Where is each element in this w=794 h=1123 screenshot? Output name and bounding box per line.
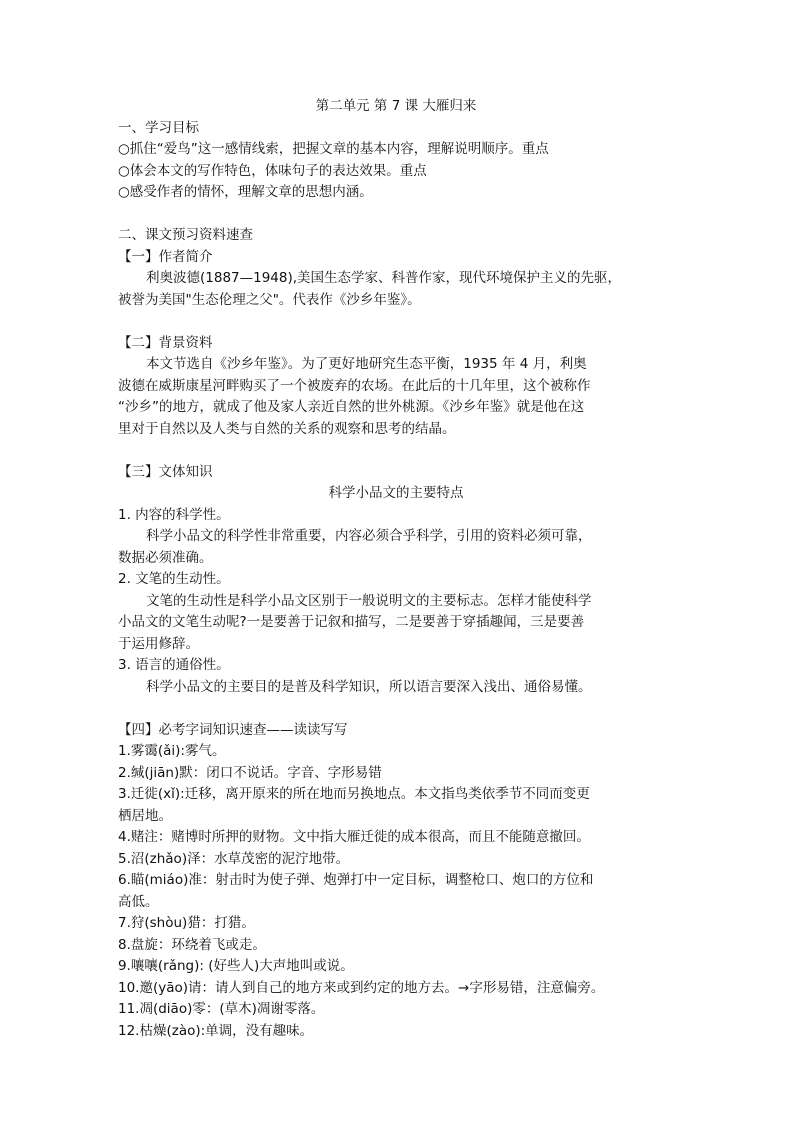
vocab-line: 9.嚷嚷(rǎng): (好些人)大声地叫或说。 <box>118 958 354 974</box>
subheading-vocab: 【四】必考字词知识速查——读读写写 <box>118 721 348 738</box>
genre-title: 科学小品文的主要特点 <box>328 485 464 501</box>
subheading-genre: 【三】文体知识 <box>118 463 213 480</box>
subheading-background: 【二】背景资料 <box>118 334 213 351</box>
vocab-line: 12.枯燥(zào):单调，没有趣味。 <box>118 1022 314 1039</box>
spacer <box>118 311 674 333</box>
document-content <box>118 96 674 1042</box>
background-text-line: 本文节选自《沙乡年鉴》。为了更好地研究生态平衡，1935 年 4 月，利奥 <box>146 356 587 372</box>
genre-point-label: 2. 文笔的生动性。 <box>118 571 230 587</box>
section-heading-preview: 二、课文预习资料速查 <box>118 227 253 243</box>
vocab-line: 2.缄(jiān)默：闭口不说话。字音、字形易错 <box>118 764 382 781</box>
genre-point-text: 科学小品文的主要目的是普及科学知识，所以语言要深入浅出、通俗易懂。 <box>146 678 592 695</box>
genre-point-text: 科学小品文的科学性非常重要，内容必须合乎科学，引用的资料必须可靠， <box>146 528 592 544</box>
genre-point-label: 3. 语言的通俗性。 <box>118 657 230 673</box>
objective-item: ○抓住“爱鸟”这一感情线索，把握文章的基本内容，理解说明顺序。重点 <box>118 141 549 157</box>
vocab-line: 3.迁徙(xǐ):迁移，离开原来的所在地而另换地点。本文指鸟类依季节不同而变更 <box>118 786 590 802</box>
vocab-line: 11.凋(diāo)零：(草木)凋谢零落。 <box>118 1001 325 1017</box>
genre-point-text: 小品文的文笔生动呢?一是要善于记叙和描写，二是要善于穿插趣闻，三是要善 <box>118 614 585 630</box>
section-heading-objectives: 一、学习目标 <box>118 119 199 136</box>
vocab-line: 8.盘旋：环绕着飞或走。 <box>118 936 266 953</box>
vocab-line: 7.狩(shòu)猎：打猎。 <box>118 915 255 931</box>
vocab-line: 10.邀(yāo)请：请人到自己的地方来或到约定的地方去。→字形易错，注意偏旁。 <box>118 979 605 996</box>
author-text-line: 利奥波德(1887—1948),美国生态学家、科普作家，现代环境保护主义的先驱， <box>146 270 622 286</box>
genre-point-text: 数据必须准确。 <box>118 549 213 566</box>
vocab-line: 栖居地。 <box>118 807 172 824</box>
objective-item: ○感受作者的情怀，理解文章的思想内涵。 <box>118 184 373 200</box>
background-text-line: 里对于自然以及人类与自然的关系的观察和思考的结晶。 <box>118 420 456 437</box>
spacer <box>118 440 674 462</box>
page-title: 第二单元 第 7 课 大雁归来 <box>315 98 477 114</box>
vocab-line: 6.瞄(miáo)准：射击时为使子弹、炮弹打中一定目标，调整枪口、炮口的方位和 <box>118 872 594 888</box>
spacer <box>118 204 674 226</box>
vocab-line: 5.沼(zhǎo)泽：水草茂密的泥泞地带。 <box>118 850 350 867</box>
genre-point-label: 1. 内容的科学性。 <box>118 506 230 523</box>
spacer <box>118 698 674 720</box>
genre-point-text: 于运用修辞。 <box>118 635 199 652</box>
author-text-line: 被誉为美国"生态伦理之父"。代表作《沙乡年鉴》。 <box>118 291 421 308</box>
genre-point-text: 文笔的生动性是科学小品文区别于一般说明文的主要标志。怎样才能使科学 <box>146 592 592 609</box>
subheading-author: 【一】作者简介 <box>118 248 213 265</box>
vocab-line: 4.赌注：赌博时所押的财物。文中指大雁迁徙的成本很高，而且不能随意撤回。 <box>118 829 590 845</box>
background-text-line: 波德在威斯康星河畔购买了一个被废弃的农场。在此后的十几年里，这个被称作 <box>118 377 591 394</box>
background-text-line: “沙乡”的地方，就成了他及家人亲近自然的世外桃源。《沙乡年鉴》就是他在这 <box>118 399 585 415</box>
vocab-line: 1.雾霭(ǎi):雾气。 <box>118 743 226 759</box>
objective-item: ○体会本文的写作特色，体味句子的表达效果。重点 <box>118 162 427 179</box>
vocab-line: 高低。 <box>118 893 159 910</box>
